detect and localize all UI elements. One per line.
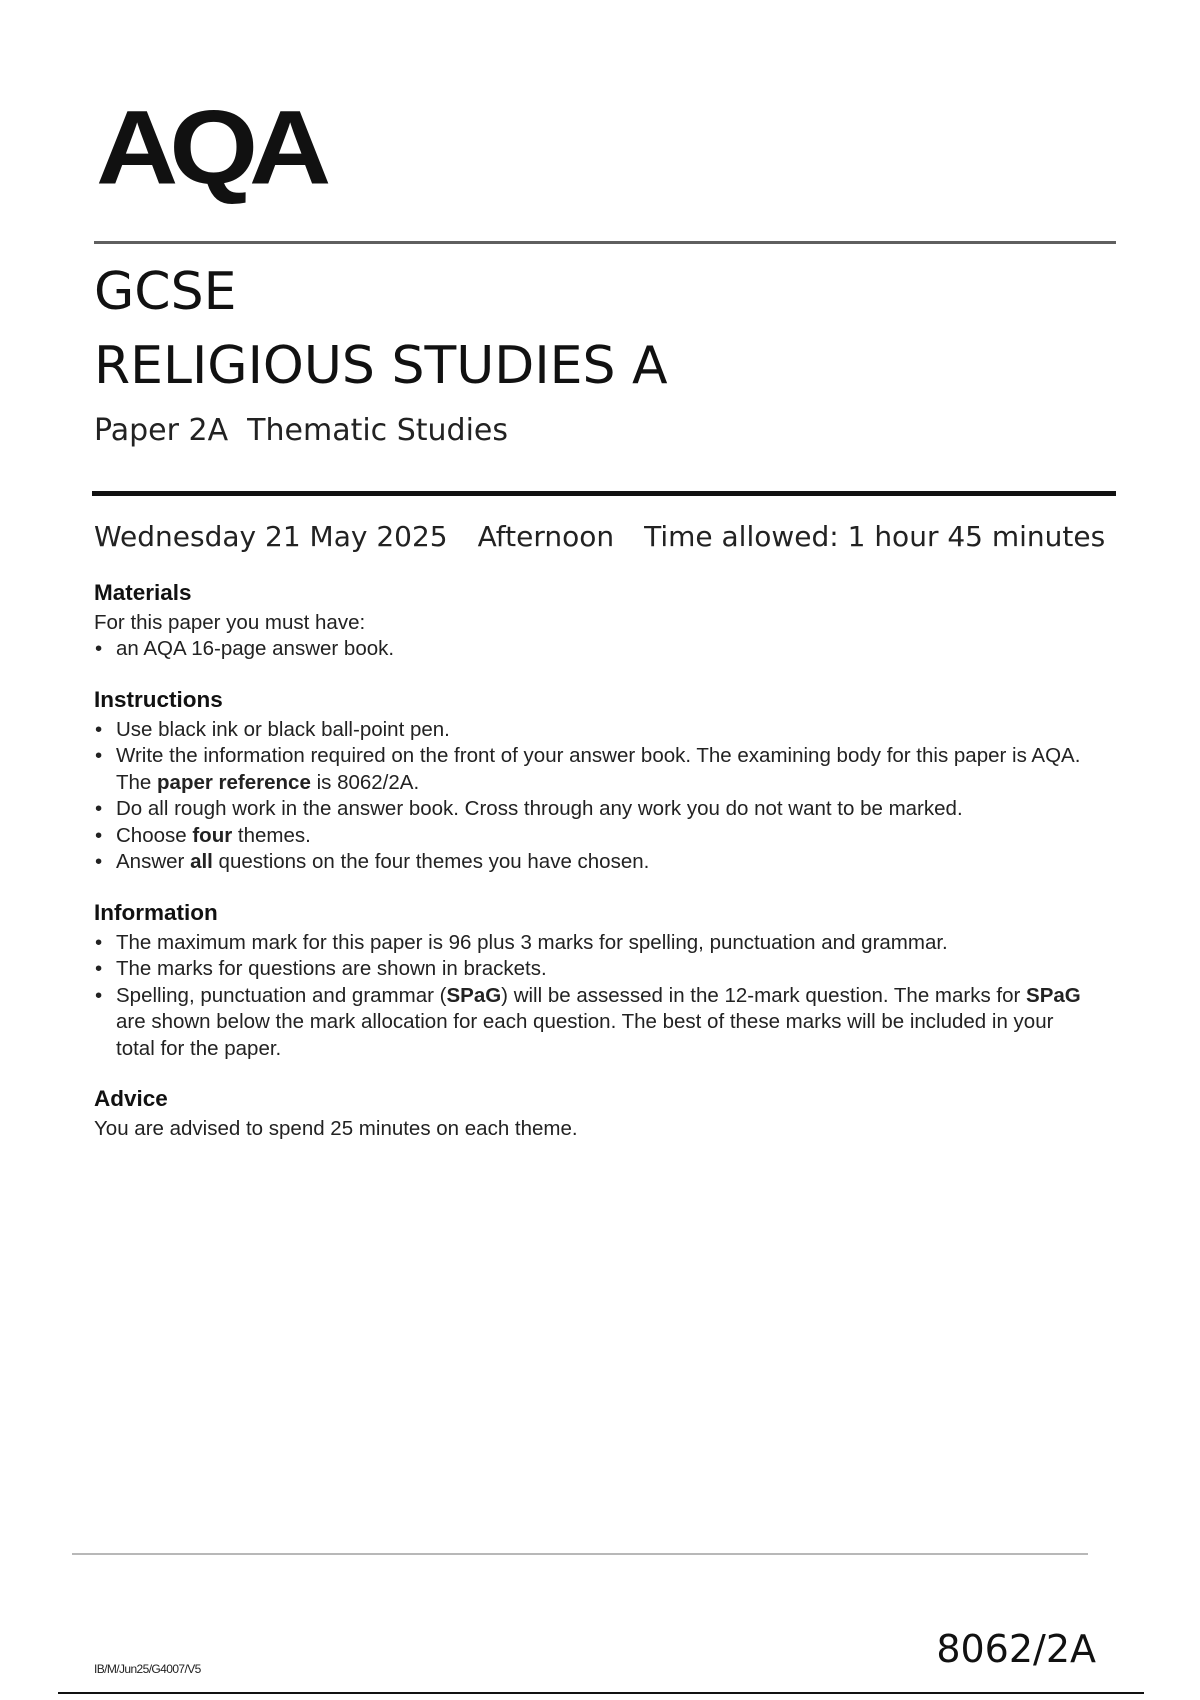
instructions-section <box>94 687 1094 876</box>
advice-section <box>94 1086 1094 1142</box>
exam-time-allowed: Time allowed: 1 hour 45 minutes <box>644 520 1106 553</box>
instructions-content <box>94 580 1094 1167</box>
top-rule <box>94 241 1116 244</box>
exam-details <box>94 520 1106 553</box>
thick-rule <box>92 491 1116 496</box>
all-bold: all <box>190 850 213 874</box>
instruction-item: • Answer all questions on the four themes you have chosen. <box>94 849 1094 876</box>
paper-reference-bold: paper reference <box>157 770 311 794</box>
materials-section <box>94 580 1094 663</box>
exam-date: Wednesday 21 May 2025 <box>94 520 448 553</box>
information-item: • Spelling, punctuation and grammar (SPaG) will be assessed in the 12-mark question. The marks for SPaG are shown below the mark allocation for each question. The best of these marks will be included in your total for the paper. <box>94 983 1094 1063</box>
spag-bold: SPaG <box>446 983 502 1007</box>
paper-title: Paper 2A Thematic Studies <box>94 413 508 448</box>
materials-list <box>94 636 1094 663</box>
information-heading: Information <box>94 899 218 925</box>
bottom-rule <box>72 1553 1088 1555</box>
information-item: • The marks for questions are shown in brackets. <box>94 956 1094 983</box>
information-section <box>94 900 1094 1062</box>
advice-heading: Advice <box>94 1086 168 1112</box>
subject-title: RELIGIOUS STUDIES A <box>94 336 668 396</box>
spag-bold: SPaG <box>1026 983 1081 1007</box>
materials-heading: Materials <box>94 580 192 605</box>
aqa-logo: AQA <box>96 89 323 207</box>
final-rule <box>58 1692 1144 1694</box>
paper-code: 8062/2A <box>936 1627 1096 1671</box>
information-item: • The maximum mark for this paper is 96 plus 3 marks for spelling, punctuation and grammar. <box>94 930 1094 957</box>
instruction-item: • Do all rough work in the answer book. Cross through any work you do not want to be marked. <box>94 796 1094 823</box>
four-bold: four <box>192 823 233 847</box>
instruction-item: • Write the information required on the front of your answer book. The examining body for this paper is AQA. The paper reference is 8062/2A. <box>94 743 1094 796</box>
exam-session: Afternoon <box>477 520 615 553</box>
instructions-heading: Instructions <box>94 686 223 712</box>
advice-text: You are advised to spend 25 minutes on each theme. <box>94 1117 578 1140</box>
information-list <box>94 930 1094 1063</box>
footer-reference: IB/M/Jun25/G4007/V5 <box>94 1662 201 1676</box>
materials-item: • an AQA 16-page answer book. <box>94 636 1094 663</box>
instruction-item: • Choose four themes. <box>94 823 1094 850</box>
instruction-item: • Use black ink or black ball-point pen. <box>94 717 1094 744</box>
instructions-list <box>94 717 1094 876</box>
qualification-title: GCSE <box>94 262 237 322</box>
materials-intro: For this paper you must have: <box>94 610 366 634</box>
